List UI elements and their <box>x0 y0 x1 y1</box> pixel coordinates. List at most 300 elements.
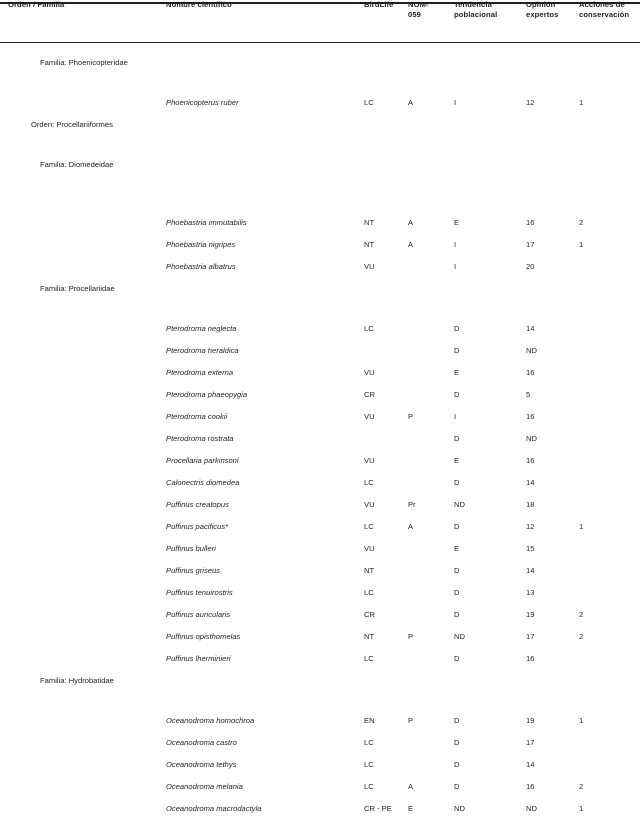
opinion-expertos: 12 <box>526 98 535 107</box>
birdlife-status: NT <box>364 218 375 227</box>
column-header-opinion-line1: Opinión <box>526 0 556 9</box>
tendencia-poblacional: ND <box>454 632 465 641</box>
cell-tendencia-poblacional <box>454 648 526 670</box>
birdlife-status: CR - PE <box>364 804 392 813</box>
cell-tendencia-poblacional <box>454 384 526 406</box>
cell-acciones-conservacion <box>579 450 640 472</box>
cell-taxon <box>0 450 166 472</box>
table-row <box>0 340 640 362</box>
nom059-status: P <box>408 412 414 421</box>
spacer-cell <box>0 136 640 154</box>
cell-tendencia-poblacional <box>454 428 526 450</box>
nom059-status: P <box>408 716 414 725</box>
tendencia-poblacional: D <box>454 522 460 531</box>
table-row <box>0 428 640 450</box>
cell-scientific-name <box>166 560 364 582</box>
cell-birdlife-status <box>364 340 408 362</box>
cell-nom059-status <box>408 710 454 732</box>
cell-opinion-expertos <box>526 384 579 406</box>
table-header-row <box>0 0 640 34</box>
column-header-acciones-line1: Acciones de <box>579 0 625 9</box>
scientific-name: Phoebastria immutabilis <box>166 218 247 227</box>
scientific-name: Procellaria parkinsoni <box>166 456 239 465</box>
cell-acciones-conservacion <box>579 494 640 516</box>
cell-nom059-status <box>408 582 454 604</box>
familia-label <box>0 670 640 692</box>
cell-taxon <box>0 626 166 648</box>
cell-taxon <box>0 406 166 428</box>
scientific-name: Oceanodroma tethys <box>166 760 237 769</box>
table-row <box>0 256 640 278</box>
scientific-name: Puffinus lherminieri <box>166 654 231 663</box>
table-header <box>0 0 640 34</box>
birdlife-status: NT <box>364 566 375 575</box>
taxon-name: Orden: Procellariiformes <box>31 120 113 129</box>
cell-taxon <box>0 340 166 362</box>
table-row <box>0 732 640 754</box>
acciones-conservacion: 1 <box>579 804 584 813</box>
cell-nom059-status <box>408 776 454 798</box>
cell-tendencia-poblacional <box>454 582 526 604</box>
tendencia-poblacional: E <box>454 218 460 227</box>
cell-acciones-conservacion <box>579 472 640 494</box>
table-row <box>0 776 640 798</box>
cell-taxon <box>0 582 166 604</box>
cell-birdlife-status <box>364 560 408 582</box>
column-header-acciones-conservacion <box>579 0 640 34</box>
nom059-status: E <box>408 804 414 813</box>
scientific-name: Pterodroma externa <box>166 368 234 377</box>
column-header-opinion-line2: expertos <box>526 9 559 19</box>
cell-scientific-name <box>166 710 364 732</box>
tendencia-poblacional: E <box>454 368 460 377</box>
spacer-cell <box>0 692 640 710</box>
cell-tendencia-poblacional <box>454 406 526 428</box>
cell-acciones-conservacion <box>579 798 640 820</box>
cell-birdlife-status <box>364 450 408 472</box>
cell-taxon <box>0 754 166 776</box>
cell-scientific-name <box>166 472 364 494</box>
table-row <box>0 234 640 256</box>
birdlife-status: LC <box>364 782 374 791</box>
column-header-nom059 <box>408 0 454 34</box>
cell-tendencia-poblacional <box>454 538 526 560</box>
birdlife-status: NT <box>364 632 375 641</box>
birdlife-status: LC <box>364 760 374 769</box>
tendencia-poblacional: D <box>454 324 460 333</box>
birdlife-status: VU <box>364 368 375 377</box>
cell-taxon <box>0 234 166 256</box>
scientific-name: Oceanodroma homochroa <box>166 716 255 725</box>
table-row <box>0 318 640 340</box>
cell-acciones-conservacion <box>579 384 640 406</box>
taxon-name: Familia: Hydrobatidae <box>40 676 114 685</box>
scientific-name: Oceanodroma castro <box>166 738 237 747</box>
cell-opinion-expertos <box>526 450 579 472</box>
cell-taxon <box>0 798 166 820</box>
cell-scientific-name <box>166 754 364 776</box>
table-row <box>0 754 640 776</box>
cell-opinion-expertos <box>526 340 579 362</box>
table-row <box>0 538 640 560</box>
cell-opinion-expertos <box>526 212 579 234</box>
cell-opinion-expertos <box>526 256 579 278</box>
cell-birdlife-status <box>364 428 408 450</box>
cell-scientific-name <box>166 494 364 516</box>
opinion-expertos: 16 <box>526 654 535 663</box>
cell-nom059-status <box>408 626 454 648</box>
nom059-status: A <box>408 98 414 107</box>
cell-taxon <box>0 92 166 114</box>
table-row <box>0 798 640 820</box>
cell-scientific-name <box>166 256 364 278</box>
table-row <box>0 406 640 428</box>
birdlife-status: LC <box>364 324 374 333</box>
opinion-expertos: ND <box>526 434 537 443</box>
cell-taxon <box>0 318 166 340</box>
cell-opinion-expertos <box>526 92 579 114</box>
table-row <box>0 710 640 732</box>
cell-acciones-conservacion <box>579 648 640 670</box>
birdlife-status: VU <box>364 262 375 271</box>
cell-nom059-status <box>408 406 457 428</box>
spacer-cell <box>0 176 640 194</box>
opinion-expertos: 19 <box>526 610 535 619</box>
table-spacer-row <box>0 136 640 154</box>
cell-acciones-conservacion <box>579 362 640 384</box>
cell-scientific-name <box>166 648 364 670</box>
opinion-expertos: 16 <box>526 218 535 227</box>
cell-acciones-conservacion <box>579 538 640 560</box>
tendencia-poblacional: E <box>454 544 460 553</box>
cell-opinion-expertos <box>526 406 579 428</box>
cell-taxon <box>0 212 166 234</box>
cell-nom059-status <box>408 494 454 516</box>
cell-opinion-expertos <box>526 648 579 670</box>
cell-tendencia-poblacional <box>454 798 526 820</box>
nom059-status: P <box>408 632 414 641</box>
column-header-nom059-line2: 059 <box>408 9 421 19</box>
cell-opinion-expertos <box>526 318 579 340</box>
cell-opinion-expertos <box>526 362 579 384</box>
cell-taxon <box>0 732 166 754</box>
opinion-expertos: 18 <box>526 500 535 509</box>
cell-nom059-status <box>408 732 454 754</box>
cell-tendencia-poblacional <box>454 256 526 278</box>
scientific-name: Pterodroma phaeopygia <box>166 390 248 399</box>
cell-nom059-status <box>408 648 454 670</box>
table-row <box>0 626 640 648</box>
table-spacer-row <box>0 692 640 710</box>
cell-taxon <box>0 516 166 538</box>
cell-tendencia-poblacional <box>454 318 526 340</box>
cell-acciones-conservacion <box>579 516 640 538</box>
cell-birdlife-status <box>364 472 408 494</box>
scientific-name: Puffinus creatopus <box>166 500 229 509</box>
cell-taxon <box>0 472 166 494</box>
cell-birdlife-status <box>364 92 408 114</box>
tendencia-poblacional: D <box>454 716 460 725</box>
birdlife-status: LC <box>364 588 374 597</box>
familia-label <box>0 278 640 300</box>
acciones-conservacion: 2 <box>579 218 584 227</box>
familia-label <box>0 52 640 74</box>
birdlife-status: LC <box>364 522 374 531</box>
cell-acciones-conservacion <box>579 560 640 582</box>
cell-opinion-expertos <box>526 472 579 494</box>
opinion-expertos: 12 <box>526 522 535 531</box>
table-row <box>0 582 640 604</box>
cell-scientific-name <box>166 732 364 754</box>
acciones-conservacion: 1 <box>579 98 584 107</box>
acciones-conservacion: 1 <box>579 522 584 531</box>
table-spacer-row <box>0 176 640 194</box>
column-header-taxon: Orden / Familia <box>8 0 65 9</box>
table-row <box>0 560 640 582</box>
opinion-expertos: 20 <box>526 262 535 271</box>
cell-birdlife-status <box>364 626 408 648</box>
cell-birdlife-status <box>364 754 408 776</box>
cell-scientific-name <box>166 776 364 798</box>
cell-nom059-status <box>408 340 454 362</box>
table-row <box>0 362 640 384</box>
cell-opinion-expertos <box>526 428 579 450</box>
cell-birdlife-status <box>364 494 408 516</box>
cell-taxon <box>0 710 166 732</box>
cell-acciones-conservacion <box>579 776 640 798</box>
acciones-conservacion: 1 <box>579 240 584 249</box>
cell-opinion-expertos <box>526 754 579 776</box>
opinion-expertos: 14 <box>526 566 535 575</box>
cell-birdlife-status <box>364 538 408 560</box>
spacer-cell <box>0 34 640 52</box>
cell-scientific-name <box>166 798 364 820</box>
tendencia-poblacional: D <box>454 434 460 443</box>
column-header-acciones-line2: conservación <box>579 9 630 19</box>
scientific-name: Puffinus auricularis <box>166 610 231 619</box>
acciones-conservacion: 2 <box>579 632 584 641</box>
column-header-birdlife: BirdLife <box>364 0 394 9</box>
cell-nom059-status <box>408 754 454 776</box>
cell-acciones-conservacion <box>579 428 640 450</box>
cell-taxon <box>0 494 166 516</box>
table-spacer-row <box>0 34 640 52</box>
cell-scientific-name <box>166 234 364 256</box>
tendencia-poblacional: D <box>454 478 460 487</box>
cell-acciones-conservacion <box>579 318 640 340</box>
cell-scientific-name <box>166 582 364 604</box>
acciones-conservacion: 2 <box>579 782 584 791</box>
spacer-cell <box>0 194 640 212</box>
cell-nom059-status <box>408 384 454 406</box>
cell-scientific-name <box>166 428 364 450</box>
cell-birdlife-status <box>364 648 408 670</box>
tendencia-poblacional: D <box>454 588 460 597</box>
birdlife-status: VU <box>364 456 375 465</box>
cell-nom059-status <box>408 318 454 340</box>
table-spacer-row <box>0 74 640 92</box>
cell-acciones-conservacion <box>579 234 640 256</box>
cell-nom059-status <box>408 516 454 538</box>
cell-nom059-status <box>408 538 454 560</box>
cell-tendencia-poblacional <box>454 516 526 538</box>
cell-tendencia-poblacional <box>454 732 526 754</box>
opinion-expertos: 13 <box>526 588 535 597</box>
cell-scientific-name <box>166 450 364 472</box>
taxon-group-row <box>0 670 640 692</box>
scientific-name: Pterodroma neglecta <box>166 324 237 333</box>
cell-birdlife-status <box>364 604 408 626</box>
familia-label <box>0 154 640 176</box>
scientific-name: Puffinus opisthomelas <box>166 632 241 641</box>
acciones-conservacion: 2 <box>579 610 584 619</box>
cell-taxon <box>0 604 166 626</box>
tendencia-poblacional: D <box>454 390 460 399</box>
cell-acciones-conservacion <box>579 582 640 604</box>
taxon-group-row <box>0 114 640 136</box>
opinion-expertos: ND <box>526 346 537 355</box>
cell-scientific-name <box>166 318 364 340</box>
column-header-scientific-name: Nombre científico <box>166 0 232 9</box>
cell-nom059-status <box>408 604 454 626</box>
table-row <box>0 384 640 406</box>
tendencia-poblacional: ND <box>454 804 465 813</box>
cell-scientific-name <box>166 212 364 234</box>
opinion-expertos: 5 <box>526 390 531 399</box>
cell-opinion-expertos <box>526 710 579 732</box>
cell-birdlife-status <box>364 318 408 340</box>
cell-scientific-name <box>166 92 364 114</box>
cell-scientific-name <box>166 362 364 384</box>
birdlife-status: EN <box>364 716 375 725</box>
opinion-expertos: 19 <box>526 716 535 725</box>
cell-nom059-status <box>408 450 454 472</box>
opinion-expertos: 14 <box>526 324 535 333</box>
tendencia-poblacional: D <box>454 610 460 619</box>
scientific-name: Puffinus pacificus* <box>166 522 229 531</box>
cell-birdlife-status <box>364 362 408 384</box>
spacer-cell <box>0 74 640 92</box>
birdlife-status: VU <box>364 500 375 509</box>
column-header-tendencia-poblacional <box>454 0 526 34</box>
cell-scientific-name <box>166 516 364 538</box>
scientific-name: Puffinus bulleri <box>166 544 216 553</box>
acciones-conservacion: 1 <box>579 716 584 725</box>
cell-birdlife-status <box>364 582 408 604</box>
table-row <box>0 604 640 626</box>
cell-birdlife-status <box>364 384 408 406</box>
cell-opinion-expertos <box>526 560 579 582</box>
column-header-nom059-line1: NOM- <box>408 0 429 9</box>
nom059-status: A <box>408 782 414 791</box>
cell-scientific-name <box>166 538 364 560</box>
taxon-name: Familia: Diomedeidae <box>40 160 114 169</box>
cell-tendencia-poblacional <box>454 450 526 472</box>
cell-tendencia-poblacional <box>454 776 526 798</box>
table-row <box>0 648 640 670</box>
cell-opinion-expertos <box>526 776 579 798</box>
cell-opinion-expertos <box>526 494 579 516</box>
opinion-expertos: ND <box>526 804 537 813</box>
cell-acciones-conservacion <box>579 256 640 278</box>
birdlife-status: VU <box>364 544 375 553</box>
cell-tendencia-poblacional <box>454 626 526 648</box>
cell-birdlife-status <box>364 710 408 732</box>
nom059-status: A <box>408 522 414 531</box>
cell-acciones-conservacion <box>579 604 640 626</box>
cell-tendencia-poblacional <box>454 604 526 626</box>
cell-taxon <box>0 384 166 406</box>
cell-birdlife-status <box>364 256 408 278</box>
table-spacer-row <box>0 300 640 318</box>
opinion-expertos: 14 <box>526 478 535 487</box>
scientific-name: Phoebastria albatrus <box>166 262 236 271</box>
cell-birdlife-status <box>364 798 408 820</box>
cell-scientific-name <box>166 406 364 428</box>
cell-acciones-conservacion <box>579 340 640 362</box>
cell-nom059-status <box>408 256 457 278</box>
birdlife-status: NT <box>364 240 375 249</box>
cell-nom059-status <box>408 798 454 820</box>
birdlife-status: VU <box>364 412 375 421</box>
table-row <box>0 92 640 114</box>
nom059-status: A <box>408 218 414 227</box>
cell-nom059-status <box>408 428 454 450</box>
cell-birdlife-status <box>364 212 408 234</box>
cell-nom059-status <box>408 362 454 384</box>
opinion-expertos: 14 <box>526 760 535 769</box>
cell-birdlife-status <box>364 776 408 798</box>
cell-acciones-conservacion <box>579 92 640 114</box>
tendencia-poblacional: I <box>454 98 457 107</box>
cell-birdlife-status <box>364 516 408 538</box>
cell-opinion-expertos <box>526 582 579 604</box>
opinion-expertos: 16 <box>526 412 535 421</box>
opinion-expertos: 17 <box>526 738 535 747</box>
cell-tendencia-poblacional <box>454 754 526 776</box>
taxon-group-row <box>0 278 640 300</box>
cell-opinion-expertos <box>526 604 579 626</box>
tendencia-poblacional: I <box>454 412 457 421</box>
tendencia-poblacional: I <box>454 240 457 249</box>
table-row <box>0 450 640 472</box>
tendencia-poblacional: D <box>454 760 460 769</box>
cell-scientific-name <box>166 340 364 362</box>
scientific-name: Pterodroma rostrata <box>166 434 234 443</box>
cell-nom059-status <box>408 92 457 114</box>
scientific-name: Puffinus tenuirostris <box>166 588 233 597</box>
cell-acciones-conservacion <box>579 754 640 776</box>
column-header-tendencia-line1: Tendencia <box>454 0 492 9</box>
scientific-name: Puffinus griseus <box>166 566 221 575</box>
nom059-status: Pr <box>408 500 416 509</box>
tendencia-poblacional: D <box>454 738 460 747</box>
opinion-expertos: 16 <box>526 456 535 465</box>
table-row <box>0 212 640 234</box>
birdlife-status: LC <box>364 98 374 107</box>
cell-tendencia-poblacional <box>454 212 526 234</box>
birdlife-status: LC <box>364 654 374 663</box>
opinion-expertos: 16 <box>526 368 535 377</box>
orden-label <box>0 114 640 136</box>
cell-taxon <box>0 362 166 384</box>
tendencia-poblacional: D <box>454 782 460 791</box>
scientific-name: Phoenicopterus ruber <box>166 98 239 107</box>
cell-tendencia-poblacional <box>454 234 526 256</box>
taxon-name: Familia: Phoenicopteridae <box>40 58 128 67</box>
opinion-expertos: 17 <box>526 240 535 249</box>
cell-nom059-status <box>408 472 454 494</box>
